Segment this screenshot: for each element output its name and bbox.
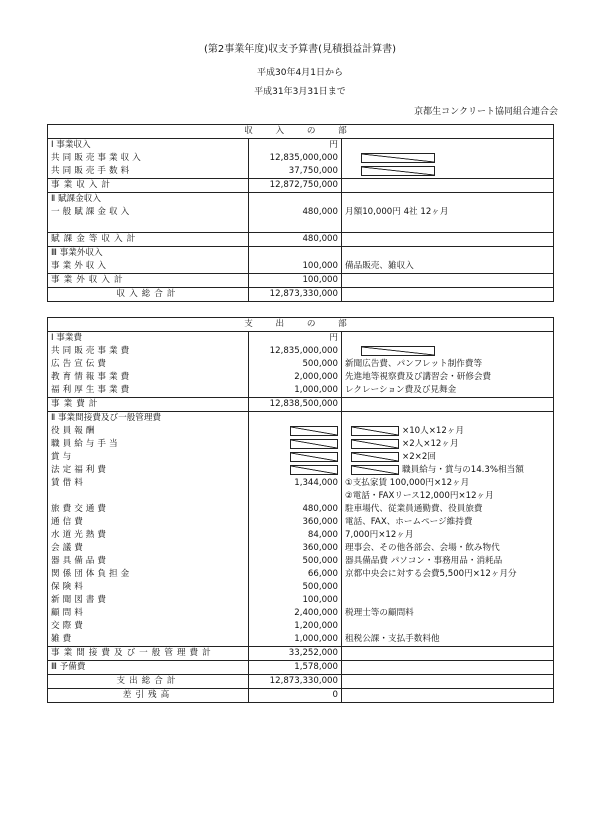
amount-text: 360,000 xyxy=(302,543,338,553)
amount-text: 500,000 xyxy=(302,582,338,592)
row-note xyxy=(342,542,554,555)
row-label: 一般賦課金収入 xyxy=(51,207,133,217)
row-note xyxy=(342,490,554,503)
row-label: 事業外収入 xyxy=(51,261,109,271)
row-label: 器具備品費 xyxy=(51,556,109,566)
row-note xyxy=(342,516,554,529)
row-note xyxy=(342,332,554,346)
note-text: レクレーション費及び見舞金 xyxy=(345,385,457,395)
row-amount xyxy=(249,477,342,490)
row-label: 賦課金等収入計 xyxy=(51,234,140,244)
row-note xyxy=(342,503,554,516)
row-amount xyxy=(249,193,342,207)
row-amount xyxy=(249,332,342,346)
amount-text: 480,000 xyxy=(302,234,338,244)
budget-row xyxy=(48,594,554,607)
row-amount xyxy=(249,206,342,219)
row-label: 事業外収入計 xyxy=(51,275,127,285)
row-amount xyxy=(249,568,342,581)
row-note xyxy=(342,219,554,233)
budget-row xyxy=(48,219,554,233)
row-note xyxy=(342,581,554,594)
amount-text: 360,000 xyxy=(302,517,338,527)
row-amount xyxy=(249,358,342,371)
row-note xyxy=(342,555,554,568)
period-from: 平成30年4月1日から xyxy=(257,68,343,78)
amount-text: 2,400,000 xyxy=(294,608,338,618)
row-amount xyxy=(249,412,342,426)
row-note xyxy=(342,451,554,464)
row-label: 雑費 xyxy=(51,634,75,644)
budget-row xyxy=(48,179,554,193)
row-label: 事業間接費及び一般管理費計 xyxy=(51,648,215,658)
row-note xyxy=(342,425,554,438)
amount-text: 12,872,750,000 xyxy=(269,180,338,190)
note-text: ②電話・FAXリース12,000円×12ヶ月 xyxy=(345,491,494,501)
redacted-box xyxy=(361,166,435,176)
row-note xyxy=(342,477,554,490)
row-label: Ⅲ 事業外収入 xyxy=(51,248,103,258)
row-amount xyxy=(249,647,342,661)
row-label: 共同販売手数料 xyxy=(51,166,133,176)
amount-text: 12,838,500,000 xyxy=(269,399,338,409)
row-label: 法定福利費 xyxy=(51,465,109,475)
budget-row xyxy=(48,233,554,247)
row-label: Ⅰ 事業収入 xyxy=(51,140,91,150)
budget-row xyxy=(48,358,554,371)
row-amount xyxy=(249,490,342,503)
document-title: (第2事業年度)収支予算書(見積損益計算書) xyxy=(204,44,396,55)
row-label: 共同販売事業収入 xyxy=(51,153,144,163)
budget-row xyxy=(48,412,554,426)
budget-row xyxy=(48,193,554,207)
row-amount xyxy=(249,633,342,647)
budget-row xyxy=(48,425,554,438)
note-text: ①支払家賃 100,000円×12ヶ月 xyxy=(345,478,470,488)
amount-text: 84,000 xyxy=(307,530,338,540)
amount-text: 37,750,000 xyxy=(288,166,338,176)
row-label: 会議費 xyxy=(51,543,86,553)
row-amount xyxy=(249,607,342,620)
budget-row xyxy=(48,206,554,219)
budget-row xyxy=(48,568,554,581)
row-amount xyxy=(249,425,342,438)
row-note xyxy=(342,647,554,661)
budget-row xyxy=(48,438,554,451)
row-amount xyxy=(249,503,342,516)
row-note xyxy=(342,274,554,288)
row-label: 福利厚生事業費 xyxy=(51,385,133,395)
note-text: 月額10,000円 4社 12ヶ月 xyxy=(345,207,449,217)
row-note xyxy=(342,358,554,371)
row-amount xyxy=(249,371,342,384)
note-text: ×2人×12ヶ月 xyxy=(402,439,459,449)
row-note xyxy=(342,206,554,219)
row-label: 差引残高 xyxy=(122,690,174,700)
row-note xyxy=(342,247,554,261)
amount-text: 0 xyxy=(332,690,338,700)
row-label: 保険料 xyxy=(51,582,86,592)
note-text: 駐車場代、従業員通勤費、役員旅費 xyxy=(345,504,483,514)
row-label: 顧問料 xyxy=(51,608,86,618)
redacted-box xyxy=(290,426,338,436)
row-amount xyxy=(249,384,342,398)
amount-text: 1,200,000 xyxy=(294,621,338,631)
row-note xyxy=(342,260,554,274)
expense-section-title: 支 出 の 部 xyxy=(48,318,554,332)
note-text: 税理士等の顧問料 xyxy=(345,608,414,618)
note-text: 職員給与・賞与の14.3%相当額 xyxy=(402,465,524,475)
row-note xyxy=(342,438,554,451)
redacted-box xyxy=(290,439,338,449)
budget-row xyxy=(48,542,554,555)
amount-text: 480,000 xyxy=(302,504,338,514)
row-note xyxy=(342,152,554,165)
budget-row xyxy=(48,139,554,153)
row-note xyxy=(342,384,554,398)
budget-row xyxy=(48,274,554,288)
budget-row xyxy=(48,384,554,398)
amount-text: 100,000 xyxy=(302,275,338,285)
row-amount xyxy=(249,288,342,302)
amount-text: 12,873,330,000 xyxy=(269,289,338,299)
budget-row xyxy=(48,288,554,302)
budget-row xyxy=(48,260,554,274)
row-amount xyxy=(249,152,342,165)
row-note xyxy=(342,529,554,542)
note-text: 先進地等視察費及び講習会・研修会費 xyxy=(345,372,492,382)
budget-row xyxy=(48,490,554,503)
row-note xyxy=(342,412,554,426)
row-amount xyxy=(249,689,342,703)
budget-row xyxy=(48,477,554,490)
row-note xyxy=(342,675,554,689)
row-amount xyxy=(249,260,342,274)
row-note xyxy=(342,193,554,207)
row-amount xyxy=(249,233,342,247)
budget-row xyxy=(48,332,554,346)
row-label: 通信費 xyxy=(51,517,86,527)
row-label: Ⅱ 賦課金収入 xyxy=(51,194,101,204)
row-amount xyxy=(249,464,342,477)
redacted-box xyxy=(351,439,399,449)
budget-row xyxy=(48,503,554,516)
budget-row xyxy=(48,398,554,412)
period-to: 平成31年3月31日まで xyxy=(254,87,346,97)
row-amount xyxy=(249,139,342,153)
redacted-box xyxy=(351,426,399,436)
expense-table xyxy=(47,317,554,703)
row-amount xyxy=(249,398,342,412)
budget-row xyxy=(48,371,554,384)
row-amount xyxy=(249,179,342,193)
note-text: 租税公課・支払手数料他 xyxy=(345,634,440,644)
row-amount xyxy=(249,247,342,261)
note-text: 電話、FAX、ホームページ維持費 xyxy=(345,517,473,527)
budget-row xyxy=(48,464,554,477)
row-label: Ⅰ 事業費 xyxy=(51,333,83,343)
row-label: 職員給与手当 xyxy=(51,439,121,449)
row-label: Ⅱ 事業間接費及び一般管理費 xyxy=(51,413,162,423)
note-text: 京都中央会に対する会費5,500円×12ヶ月分 xyxy=(345,569,517,579)
budget-row xyxy=(48,555,554,568)
row-label: 収入総合計 xyxy=(116,289,180,299)
amount-text: 12,835,000,000 xyxy=(269,153,338,163)
row-note xyxy=(342,345,554,358)
row-note xyxy=(342,464,554,477)
row-label: 関係団体負担金 xyxy=(51,569,133,579)
row-amount xyxy=(249,219,342,233)
redacted-box xyxy=(351,465,399,475)
redacted-box xyxy=(351,452,399,462)
note-text: 備品販売、雑収入 xyxy=(345,261,414,271)
budget-row xyxy=(48,529,554,542)
note-text: ×10人×12ヶ月 xyxy=(402,426,465,436)
row-note xyxy=(342,398,554,412)
row-amount xyxy=(249,451,342,464)
amount-text: 500,000 xyxy=(302,556,338,566)
row-label: 支出総合計 xyxy=(116,676,180,686)
row-note xyxy=(342,620,554,633)
row-amount xyxy=(249,165,342,179)
row-amount xyxy=(249,274,342,288)
amount-text: 480,000 xyxy=(302,207,338,217)
redacted-box xyxy=(361,153,435,163)
row-label: 共同販売事業費 xyxy=(51,346,133,356)
note-text: 器具備品費 パソコン・事務用品・消耗品 xyxy=(345,556,503,566)
row-note xyxy=(342,594,554,607)
income-section-title: 収 入 の 部 xyxy=(48,125,554,139)
amount-text: 1,000,000 xyxy=(294,634,338,644)
row-note xyxy=(342,179,554,193)
budget-row xyxy=(48,581,554,594)
row-label: 賃借料 xyxy=(51,478,86,488)
row-amount xyxy=(249,516,342,529)
redacted-box xyxy=(290,452,338,462)
row-amount xyxy=(249,542,342,555)
row-label: 賞与 xyxy=(51,452,75,462)
amount-text: 2,000,000 xyxy=(294,372,338,382)
amount-text: 66,000 xyxy=(307,569,338,579)
budget-row xyxy=(48,345,554,358)
row-amount xyxy=(249,620,342,633)
budget-row xyxy=(48,675,554,689)
row-note xyxy=(342,371,554,384)
amount-text: 100,000 xyxy=(302,261,338,271)
budget-row xyxy=(48,633,554,647)
budget-row xyxy=(48,689,554,703)
budget-row xyxy=(48,451,554,464)
budget-row xyxy=(48,165,554,179)
row-amount xyxy=(249,675,342,689)
amount-text: 1,578,000 xyxy=(294,662,338,672)
row-amount xyxy=(249,594,342,607)
row-note xyxy=(342,233,554,247)
note-text: 新聞広告費、パンフレット制作費等 xyxy=(345,359,483,369)
row-note xyxy=(342,689,554,703)
row-amount xyxy=(249,581,342,594)
row-note xyxy=(342,165,554,179)
note-text: 理事会、その他各部会、会場・飲み物代 xyxy=(345,543,500,553)
amount-text: 円 xyxy=(329,333,338,343)
row-note xyxy=(342,607,554,620)
amount-text: 33,252,000 xyxy=(288,648,338,658)
amount-text: 1,000,000 xyxy=(294,385,338,395)
budget-row xyxy=(48,647,554,661)
row-label: 事業収入計 xyxy=(51,180,114,190)
amount-text: 12,835,000,000 xyxy=(269,346,338,356)
row-amount xyxy=(249,438,342,451)
row-label: 教育情報事業費 xyxy=(51,372,133,382)
budget-row xyxy=(48,661,554,675)
budget-row xyxy=(48,247,554,261)
amount-text: 100,000 xyxy=(302,595,338,605)
row-label: 広告宣伝費 xyxy=(51,359,109,369)
income-table xyxy=(47,124,554,302)
note-text: 7,000円×12ヶ月 xyxy=(345,530,414,540)
row-amount xyxy=(249,555,342,568)
row-amount xyxy=(249,661,342,675)
row-label: Ⅲ 予備費 xyxy=(51,662,86,672)
row-note xyxy=(342,139,554,153)
row-label: 役員報酬 xyxy=(51,426,98,436)
amount-text: 12,873,330,000 xyxy=(269,676,338,686)
row-note xyxy=(342,661,554,675)
row-label: 事業費計 xyxy=(51,399,102,409)
organization-name: 京都生コンクリート協同組合連合会 xyxy=(414,107,558,117)
row-amount xyxy=(249,345,342,358)
row-note xyxy=(342,568,554,581)
amount-text: 1,344,000 xyxy=(294,478,338,488)
row-label: 新聞図書費 xyxy=(51,595,109,605)
budget-row xyxy=(48,152,554,165)
row-label: 交際費 xyxy=(51,621,86,631)
amount-text: 500,000 xyxy=(302,359,338,369)
amount-text: 円 xyxy=(329,140,338,150)
row-note xyxy=(342,288,554,302)
budget-row xyxy=(48,607,554,620)
row-label: 旅費交通費 xyxy=(51,504,109,514)
budget-row xyxy=(48,620,554,633)
budget-row xyxy=(48,516,554,529)
row-label: 水道光熱費 xyxy=(51,530,109,540)
redacted-box xyxy=(361,346,435,356)
row-note xyxy=(342,633,554,647)
redacted-box xyxy=(290,465,338,475)
row-amount xyxy=(249,529,342,542)
note-text: ×2×2回 xyxy=(402,452,436,462)
